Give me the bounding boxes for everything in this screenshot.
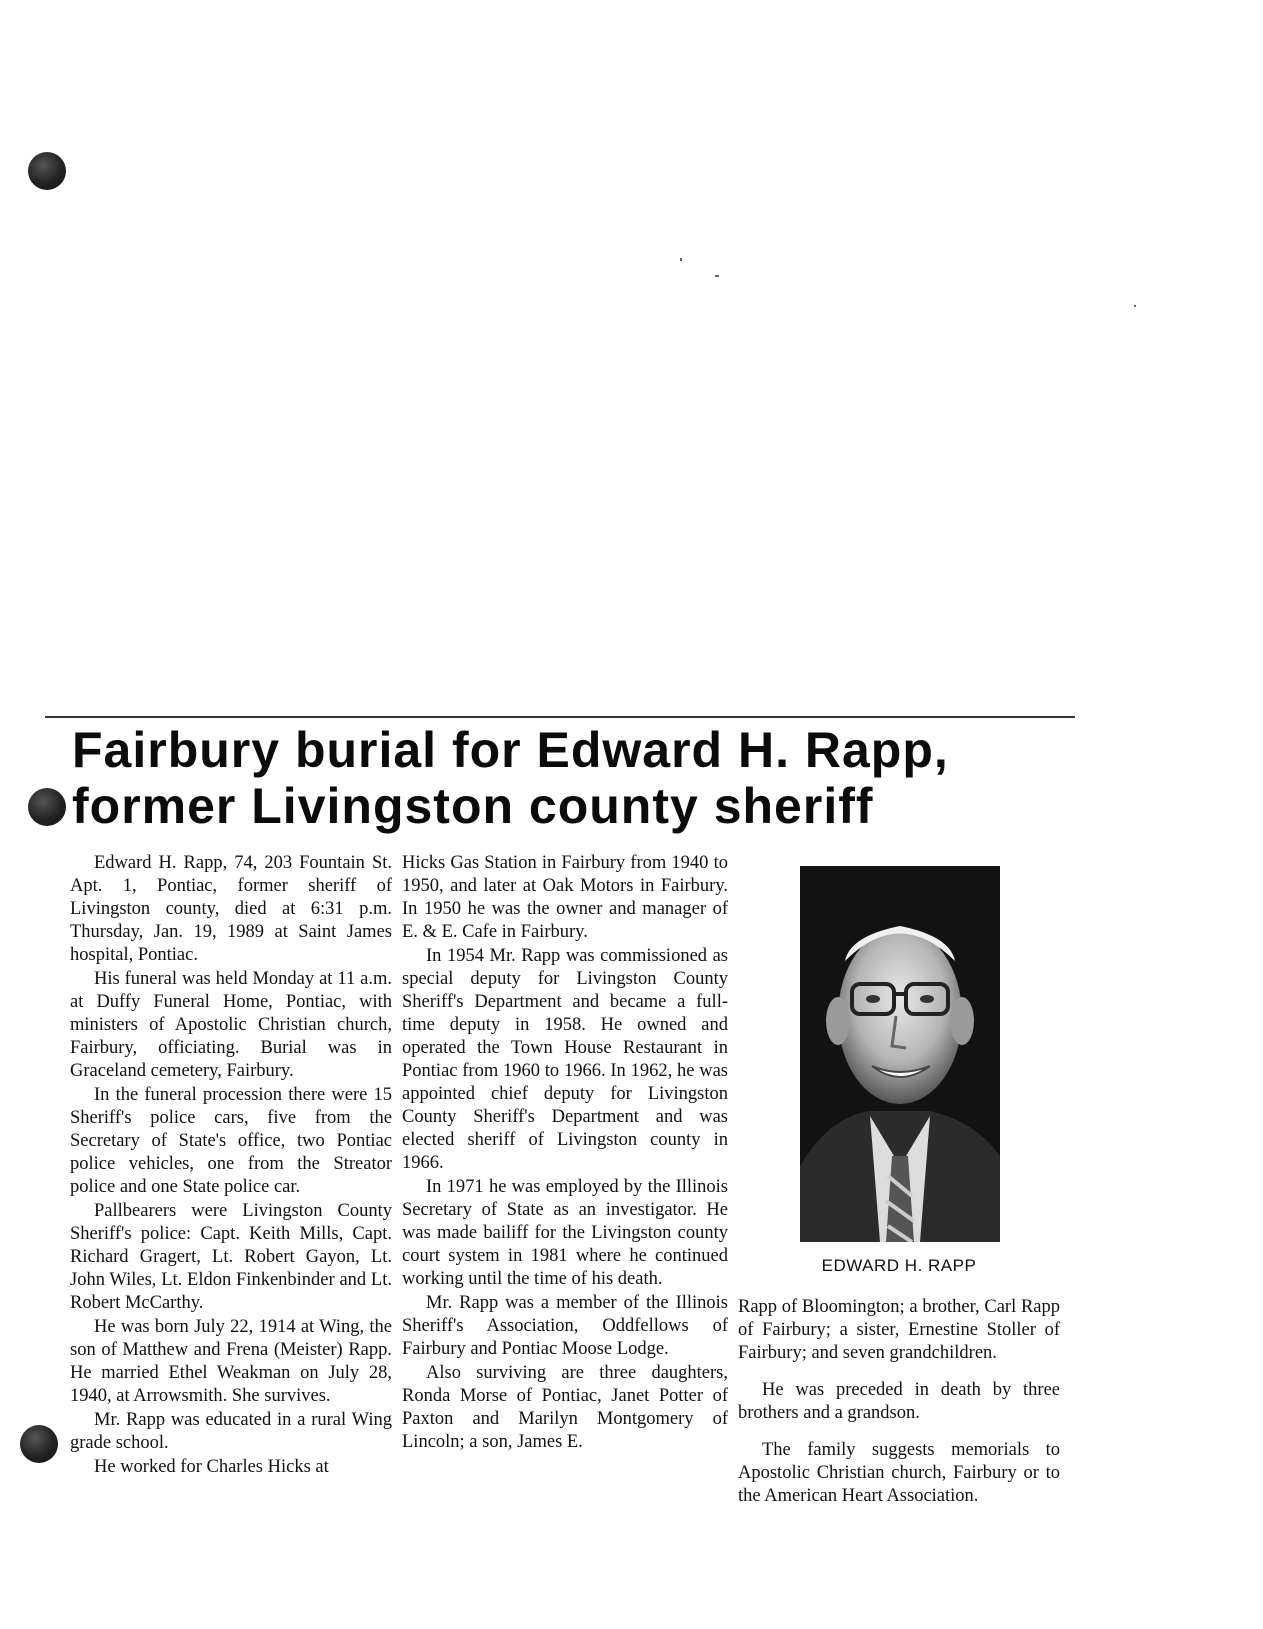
headline [72,722,1072,834]
paragraph: He was born July 22, 1914 at Wing, the son of Matthew and Frena (Meister) Rapp. He married Ethel Weakman on July 28, 1940, at Arrowsmith. She survives. [70,1317,392,1406]
portrait-illustration [800,866,1000,1242]
headline-line-2: former Livingston county sheriff [72,778,874,834]
paragraph: Also surviving are three daughters, Ronda Morse of Pontiac, Janet Potter of Paxton and Marilyn Montgomery of Lincoln; a son, James E. [402,1363,728,1452]
scan-speck [715,275,719,277]
paragraph: He was preceded in death by three brothers and a grandson. [738,1380,1060,1423]
punch-hole-top [28,152,66,190]
paragraph: In 1971 he was employed by the Illinois Secretary of State as an investigator. He was made bailiff for the Livingston county court system in 1981 where he continued working until the time of his death. [402,1177,728,1289]
photo-caption: EDWARD H. RAPP [821,1256,977,1275]
portrait-photo [800,866,1000,1242]
article-column-2 [402,852,728,1455]
paragraph: In the funeral procession there were 15 Sheriff's police cars, five from the Secretary of State's office, two Pontiac police vehicles, one from the Streator police and one State police car. [70,1085,392,1197]
top-rule [45,716,1075,718]
headline-line-1: Fairbury burial for Edward H. Rapp, [72,722,949,778]
paragraph: His funeral was held Monday at 11 a.m. at Duffy Funeral Home, Pontiac, with ministers of Apostolic Christian church, Fairbury, officiating. Burial was in Graceland cemetery, Fairbury. [70,969,392,1081]
article-column-1 [70,852,392,1480]
punch-hole-bottom [20,1425,58,1463]
paragraph: The family suggests memorials to Apostolic Christian church, Fairbury or to the American Heart Association. [738,1440,1060,1506]
paragraph: He worked for Charles Hicks at [94,1457,329,1477]
article-column-3 [738,1296,1060,1522]
paragraph: Edward H. Rapp, 74, 203 Fountain St. Apt. 1, Pontiac, former sheriff of Livingston county, died at 6:31 p.m. Thursday, Jan. 19, 1989 at Saint James hospital, Pontiac. [70,853,392,965]
paragraph: Mr. Rapp was a member of the Illinois Sheriff's Association, Oddfellows of Fairbury and Pontiac Moose Lodge. [402,1293,728,1359]
paragraph: Pallbearers were Livingston County Sheriff's police: Capt. Keith Mills, Capt. Richard Gragert, Lt. Robert Gayon, Lt. John Wiles, Lt. Eldon Finkenbinder and Lt. Robert McCarthy. [70,1201,392,1313]
paragraph: Rapp of Bloomington; a brother, Carl Rapp of Fairbury; a sister, Ernestine Stoller of Fairbury; and seven grandchildren. [738,1297,1060,1363]
scan-speck [1134,305,1136,307]
paragraph: Hicks Gas Station in Fairbury from 1940 to 1950, and later at Oak Motors in Fairbury. In 1950 he was the owner and manager of E. & E. Cafe in Fairbury. [402,853,728,942]
punch-hole-middle [28,788,66,826]
paragraph: Mr. Rapp was educated in a rural Wing grade school. [70,1410,392,1453]
paragraph: In 1954 Mr. Rapp was commissioned as special deputy for Livingston County Sheriff's Department and became a full-time deputy in 1958. He owned and operated the Town House Restaurant in Pontiac from 1960 to 1966. In 1962, he was appointed chief deputy for Livingston County Sheriff's Department and was elected sheriff of Livingston county in 1966. [402,946,728,1173]
scan-speck [680,258,682,261]
